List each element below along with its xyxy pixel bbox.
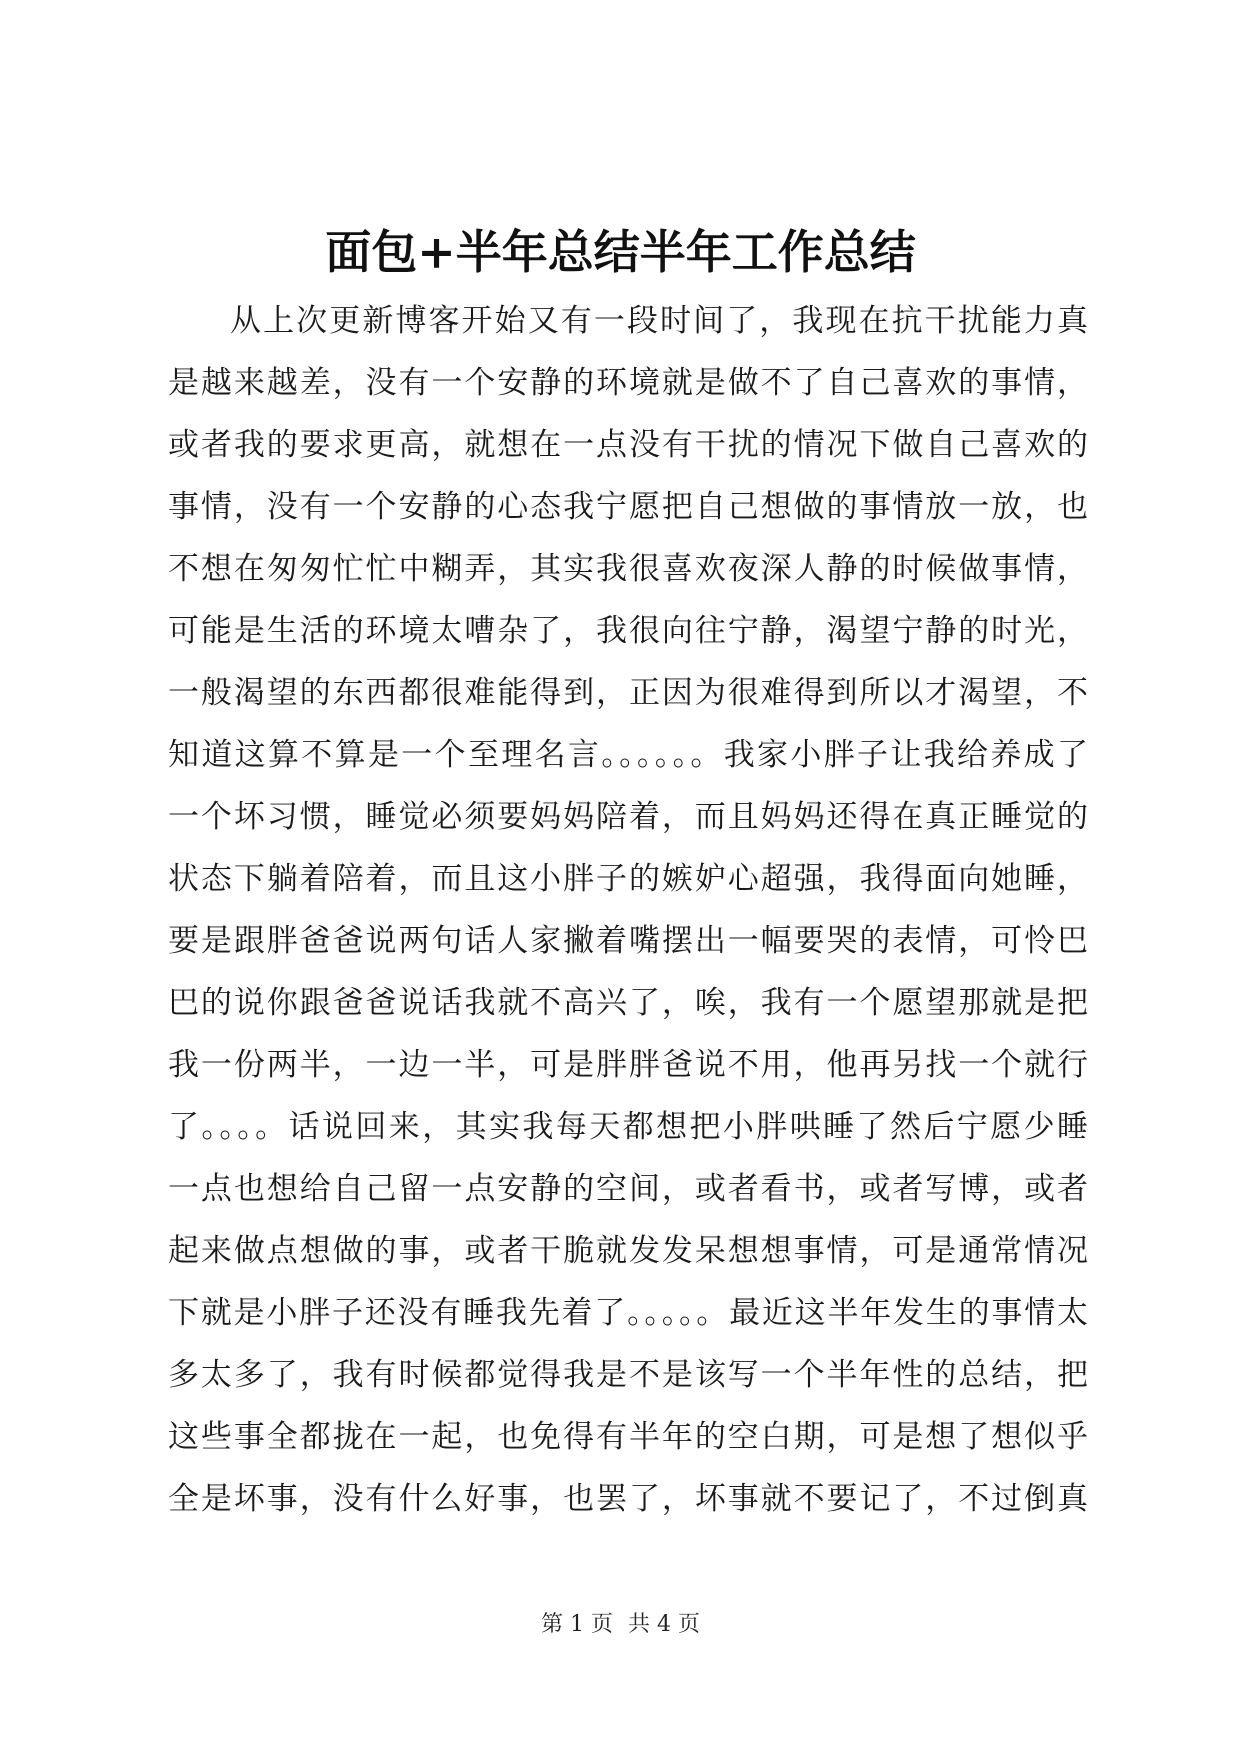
body-line: 从上次更新博客开始又有一段时间了，我现在抗干扰能力真 — [230, 303, 1088, 339]
body-line: 要是跟胖爸爸说两句话人家撇着嘴摆出一幅要哭的表情，可怜巴 — [168, 923, 1088, 959]
body-line: 全是坏事，没有什么好事，也罢了，坏事就不要记了，不过倒真 — [168, 1481, 1088, 1517]
body-line: 了。。。。话说回来，其实我每天都想把小胖哄睡了然后宁愿少睡 — [168, 1109, 1088, 1145]
body-line: 一点也想给自己留一点安静的空间，或者看书，或者写博，或者 — [168, 1171, 1088, 1207]
body-line: 一个坏习惯，睡觉必须要妈妈陪着，而且妈妈还得在真正睡觉的 — [168, 799, 1088, 835]
body-line: 我一份两半，一边一半，可是胖胖爸说不用，他再另找一个就行 — [168, 1047, 1088, 1083]
body-line: 不想在匆匆忙忙中糊弄，其实我很喜欢夜深人静的时候做事情， — [168, 551, 1088, 587]
body-line: 多太多了，我有时候都觉得我是不是该写一个半年性的总结，把 — [168, 1357, 1088, 1393]
body-line: 可能是生活的环境太嘈杂了，我很向往宁静，渴望宁静的时光， — [168, 613, 1088, 649]
page-footer — [0, 1610, 1241, 1640]
page-total-label: 共 4 页 — [628, 1612, 700, 1637]
document-body — [168, 290, 1088, 1530]
body-line: 状态下躺着陪着，而且这小胖子的嫉妒心超强，我得面向她睡， — [168, 861, 1088, 897]
body-line: 一般渴望的东西都很难能得到，正因为很难得到所以才渴望，不 — [168, 675, 1088, 711]
body-line: 知道这算不算是一个至理名言。。。。。。我家小胖子让我给养成了 — [168, 737, 1088, 773]
body-line: 是越来越差，没有一个安静的环境就是做不了自己喜欢的事情， — [168, 365, 1088, 401]
body-line: 这些事全都拢在一起，也免得有半年的空白期，可是想了想似乎 — [168, 1419, 1088, 1455]
document-title: 面包+半年总结半年工作总结 — [325, 225, 916, 279]
body-line: 巴的说你跟爸爸说话我就不高兴了，唉，我有一个愿望那就是把 — [168, 985, 1088, 1021]
body-line: 或者我的要求更高，就想在一点没有干扰的情况下做自己喜欢的 — [168, 427, 1088, 463]
page-number-label: 第 1 页 — [541, 1612, 613, 1637]
body-line: 下就是小胖子还没有睡我先着了。。。。。最近这半年发生的事情太 — [168, 1295, 1088, 1331]
body-line: 事情，没有一个安静的心态我宁愿把自己想做的事情放一放，也 — [168, 489, 1088, 525]
body-line: 起来做点想做的事，或者干脆就发发呆想想事情，可是通常情况 — [168, 1233, 1088, 1269]
